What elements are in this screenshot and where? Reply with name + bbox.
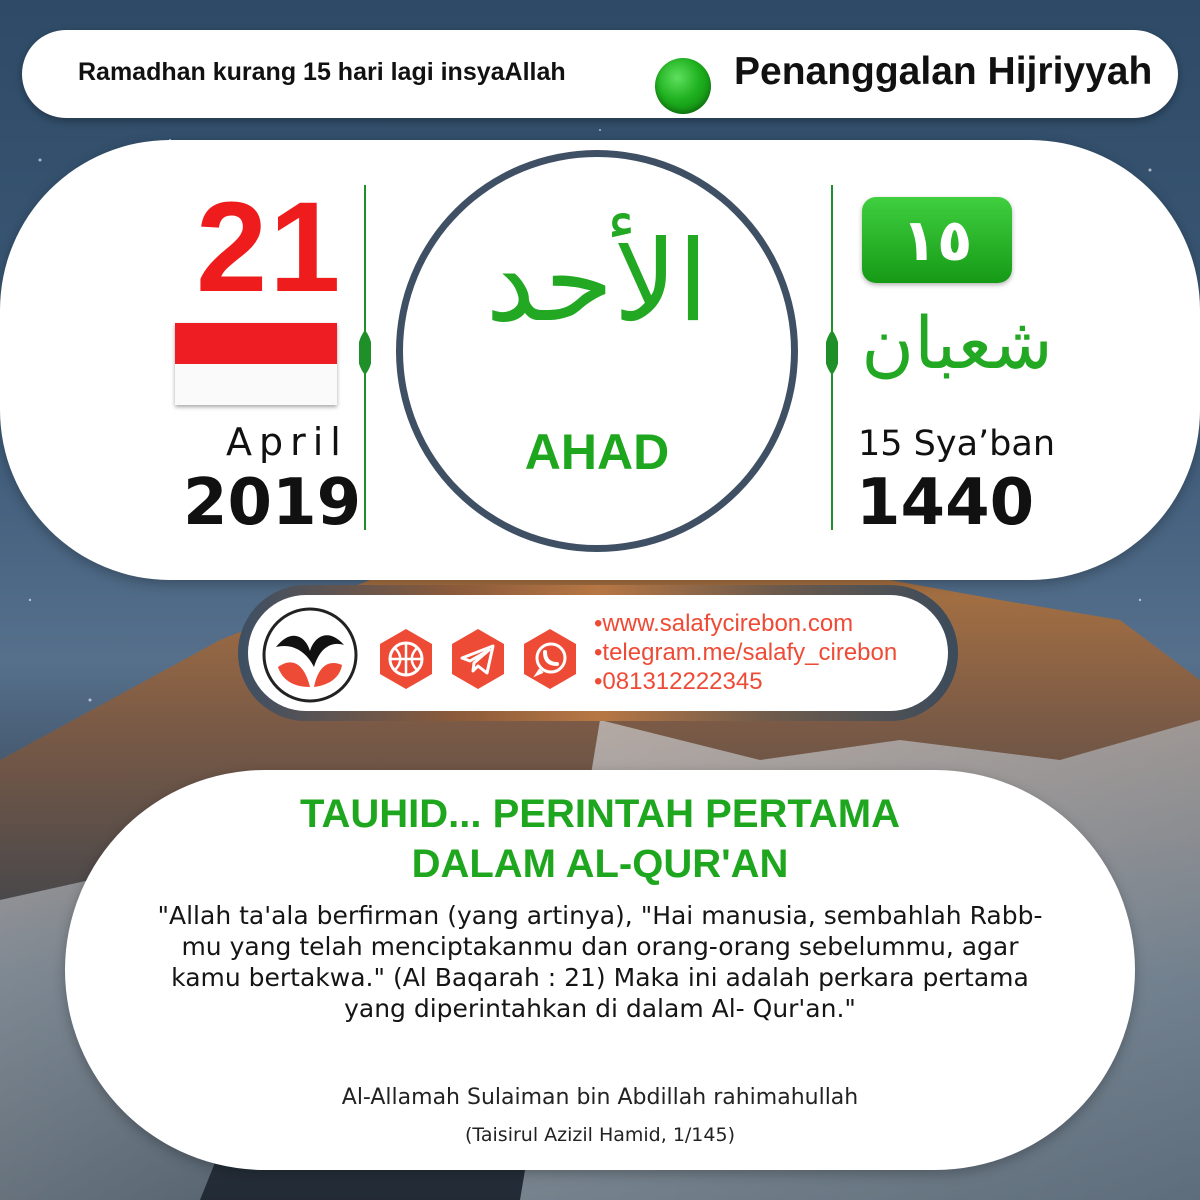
quote-title-line2: DALAM AL-QUR'AN [411,842,789,886]
quote-body: "Allah ta'ala berfirman (yang artinya), "Hai manusia, sembahlah Rabb-mu yang telah menciptakanmu dan orang-orang sebelummu, agar kamu bertakwa." (Al Baqarah : 21) Maka ini adalah perkara pertama yang diperintahkan di dalam Al- Qur'an." [157,901,1043,1023]
green-dot-icon [655,58,711,114]
hijri-day-badge: ١٥ [862,197,1012,283]
gregorian-year: 2019 [183,466,362,540]
ornament-divider-left [359,185,371,530]
quote-title-line1: TAUHID... PERINTAH PERTAMA [300,792,900,836]
quote-source: (Taisirul Azizil Hamid, 1/145) [465,1124,735,1146]
telegram-link[interactable]: •telegram.me/salafy_cirebon [594,639,898,666]
contact-pill-inner [248,595,948,711]
quote-author: Al-Allamah Sulaiman bin Abdillah rahimahullah [341,1085,859,1110]
gregorian-day: 21 [196,176,343,319]
contact-list [594,609,897,696]
top-banner [22,30,1178,118]
telegram-icon[interactable] [446,627,510,691]
whatsapp-icon[interactable] [518,627,582,691]
banner-title: Penanggalan Hijriyyah [734,50,1153,93]
weekday-latin: AHAD [524,424,670,480]
phone-number[interactable]: •081312222345 [594,668,763,695]
weekday-arabic: الأحد [485,217,709,347]
salafy-logo [262,607,358,703]
ornament-divider-right [826,185,838,530]
basketball-icon[interactable] [374,627,438,691]
weekday-circle [403,157,791,545]
contact-pill [238,585,958,721]
hijri-year: 1440 [856,466,1035,540]
quote-title [0,789,1200,889]
hijri-date-text: 15 Sya’ban [858,424,1056,464]
hijri-month-arabic: شعبان [861,301,1053,385]
ramadhan-countdown-text: Ramadhan kurang 15 hari lagi insyaAllah [78,58,566,86]
website-link[interactable]: •www.salafycirebon.com [594,610,854,637]
gregorian-month: April [226,420,348,464]
indonesia-flag-icon [175,323,337,405]
